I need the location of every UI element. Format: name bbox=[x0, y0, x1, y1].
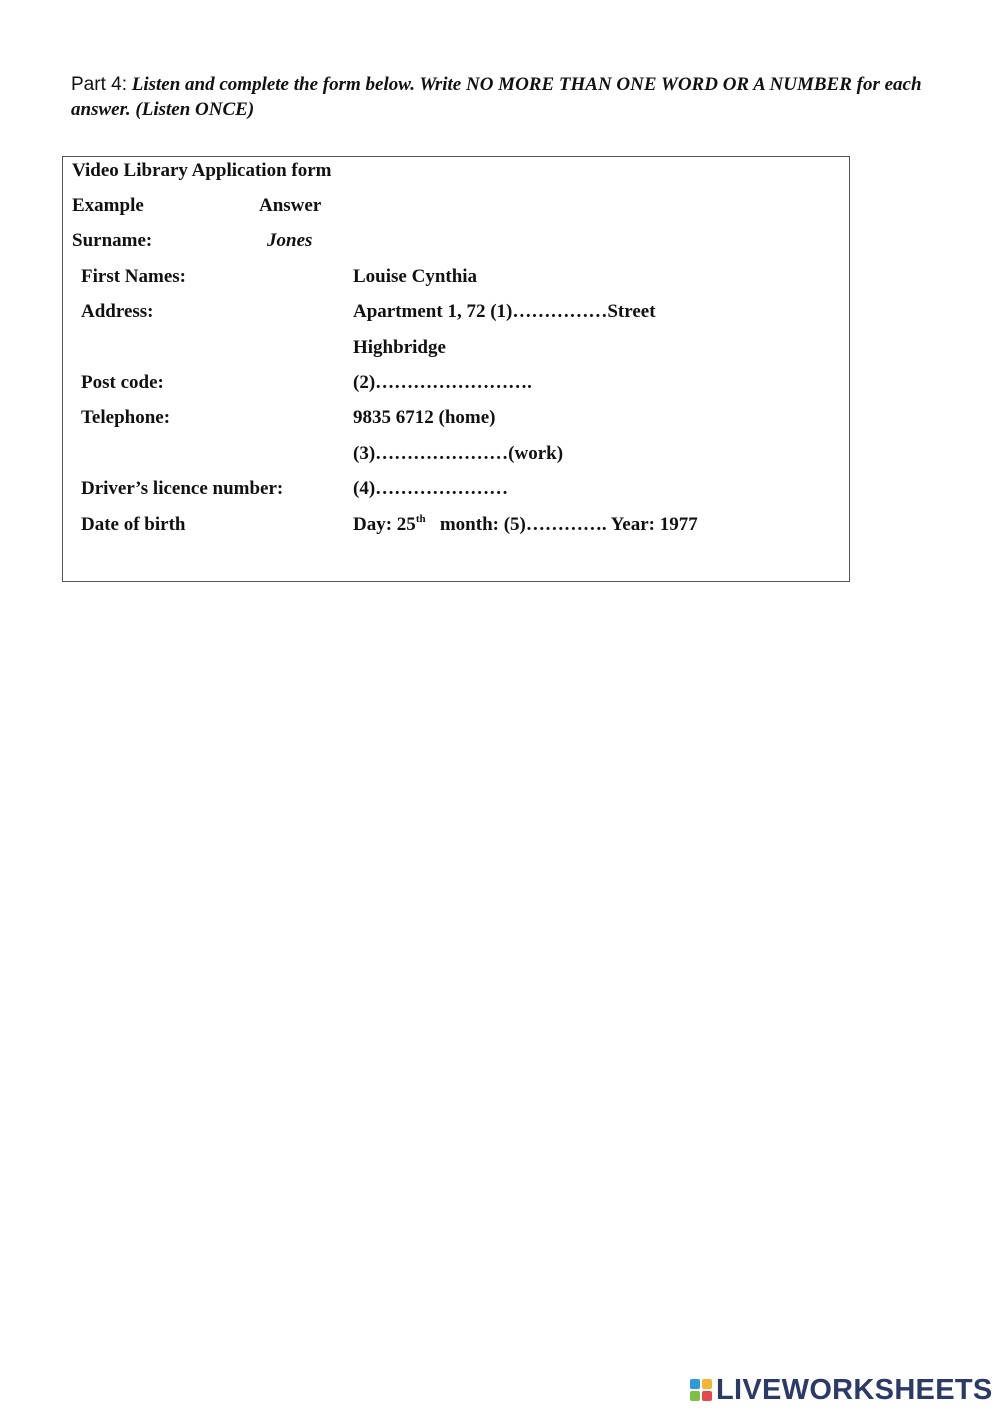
first-names-value: Louise Cynthia bbox=[353, 266, 478, 287]
part-label: Part 4: bbox=[71, 74, 127, 95]
dob-label: Date of birth bbox=[81, 514, 186, 535]
form-title: Video Library Application form bbox=[72, 160, 332, 181]
telephone-home-value: 9835 6712 (home) bbox=[353, 407, 496, 428]
first-names-label: First Names: bbox=[81, 266, 186, 287]
logo-square-icon bbox=[702, 1391, 712, 1401]
licence-label: Driver’s licence number: bbox=[81, 478, 284, 499]
dob-day: Day: 25 bbox=[353, 514, 416, 535]
logo-square-icon bbox=[690, 1379, 700, 1389]
address-value: Apartment 1, 72 (1)……………Street bbox=[353, 301, 656, 322]
application-form bbox=[62, 156, 850, 582]
logo-mark-icon bbox=[690, 1379, 712, 1401]
example-label: Example bbox=[72, 195, 144, 216]
surname-value: Jones bbox=[267, 230, 313, 251]
liveworksheets-logo bbox=[690, 1374, 993, 1406]
telephone-work-blank: (3)…………………(work) bbox=[353, 443, 564, 464]
dob-month-year: month: (5)…………. Year: 1977 bbox=[439, 514, 698, 535]
logo-square-icon bbox=[702, 1379, 712, 1389]
post-code-blank: (2)……………………. bbox=[353, 372, 532, 393]
address-label: Address: bbox=[81, 301, 154, 322]
address-line2-value: Highbridge bbox=[353, 337, 446, 358]
logo-text: LIVEWORKSHEETS bbox=[716, 1373, 993, 1406]
task-instructions: Listen and complete the form below. Write NO MORE THAN ONE WORD OR A NUMBER for each answer. (Listen ONCE) bbox=[71, 74, 922, 120]
licence-blank: (4)………………… bbox=[353, 478, 509, 499]
instructions bbox=[71, 72, 951, 122]
answer-label: Answer bbox=[259, 195, 322, 216]
dob-value bbox=[353, 513, 698, 537]
dob-day-suffix: th bbox=[415, 513, 426, 525]
telephone-label: Telephone: bbox=[81, 407, 171, 428]
post-code-label: Post code: bbox=[81, 372, 164, 393]
surname-label: Surname: bbox=[72, 230, 153, 251]
logo-square-icon bbox=[690, 1391, 700, 1401]
